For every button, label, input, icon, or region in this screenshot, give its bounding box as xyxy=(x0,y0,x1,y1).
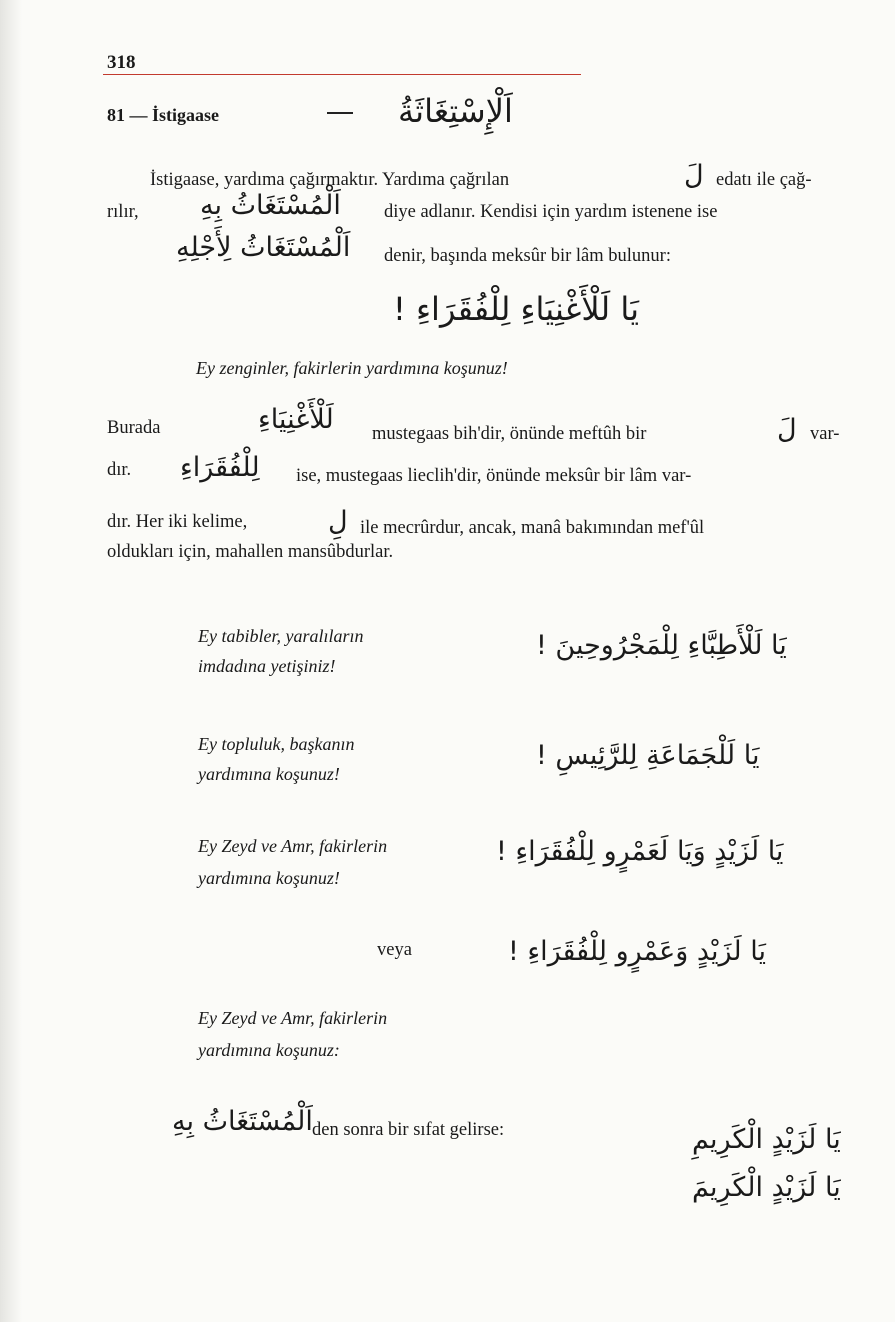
example3-translation-1: Ey topluluk, başkanın xyxy=(198,734,355,754)
intro-line1-arabic: لَ xyxy=(684,160,704,191)
example4-arabic: يَا لَزَيْدٍ وَيَا لَعَمْرٍو لِلْفُقَرَاءِ ! xyxy=(496,836,784,867)
final-example-1: يَا لَزَيْدٍ الْكَرِيمِ xyxy=(692,1124,841,1155)
explanation-line4: oldukları için, mahallen mansûbdurlar. xyxy=(107,542,394,562)
explanation-line2-arabic: لِلْفُقَرَاءِ xyxy=(180,452,260,483)
example2-translation-1: Ey tabibler, yaralıların xyxy=(198,626,364,646)
explanation-line1-end: var- xyxy=(810,424,840,444)
example2-translation-2: imdadına yetişiniz! xyxy=(198,656,336,676)
veya-label: veya xyxy=(377,940,412,960)
page-number: 318 xyxy=(107,52,136,73)
example4-translation-1: Ey Zeyd ve Amr, fakirlerin xyxy=(198,836,388,856)
intro-line2-end: diye adlanır. Kendisi için yardım istenene ise xyxy=(384,202,718,222)
heading-dash xyxy=(327,112,353,114)
intro-line3-arabic: اَلْمُسْتَغَاثُ لِأَجْلِهِ xyxy=(176,232,351,263)
example3-translation-2: yardımına koşunuz! xyxy=(198,764,340,784)
veya-translation-2: yardımına koşunuz: xyxy=(198,1040,340,1060)
final-text: den sonra bir sıfat gelirse: xyxy=(312,1120,505,1140)
header-rule xyxy=(103,74,581,75)
example1-arabic: يَا لَلْأَغْنِيَاءِ لِلْفُقَرَاءِ ! xyxy=(393,290,639,328)
explanation-line3-start: dır. Her iki kelime, xyxy=(107,512,248,532)
explanation-line1-mid: mustegaas bih'dir, önünde meftûh bir xyxy=(372,424,647,444)
explanation-line1-arabic: لَلْأَغْنِيَاءِ xyxy=(258,404,334,435)
example1-translation: Ey zenginler, fakirlerin yardımına koşunuz! xyxy=(196,358,508,378)
veya-translation-1: Ey Zeyd ve Amr, fakirlerin xyxy=(198,1008,388,1028)
intro-line1: İstigaase, yardıma çağırmaktır. Yardıma çağrılan xyxy=(150,170,510,190)
intro-line2-arabic: اَلْمُسْتَغَاثُ بِهِ xyxy=(200,190,341,221)
veya-arabic: يَا لَزَيْدٍ وَعَمْرٍو لِلْفُقَرَاءِ ! xyxy=(508,936,766,967)
explanation-line1-start: Burada xyxy=(107,418,161,438)
example4-translation-2: yardımına koşunuz! xyxy=(198,868,340,888)
intro-line3-end: denir, başında meksûr bir lâm bulunur: xyxy=(384,246,671,266)
explanation-line2-mid: ise, mustegaas lieclih'dir, önünde meksûr bir lâm var- xyxy=(296,466,692,486)
explanation-line1-arabic2: لَ xyxy=(777,414,797,445)
heading-arabic: اَلْإِسْتِغَاثَةُ xyxy=(398,92,513,130)
page-gutter xyxy=(0,0,22,1322)
explanation-line3-arabic: لِ xyxy=(328,506,348,537)
final-arabic: اَلْمُسْتَغَاثُ بِهِ xyxy=(172,1106,313,1137)
section-heading: 81 — İstigaase xyxy=(107,105,219,125)
intro-line2-start: rılır, xyxy=(107,202,139,222)
explanation-line3-end: ile mecrûrdur, ancak, manâ bakımından mef'ûl xyxy=(360,518,705,538)
final-example-2: يَا لَزَيْدٍ الْكَرِيمَ xyxy=(692,1172,841,1203)
explanation-line2-start: dır. xyxy=(107,460,132,480)
example3-arabic: يَا لَلْجَمَاعَةِ لِلرَّئِيسِ ! xyxy=(536,740,760,771)
intro-line1-end: edatı ile çağ- xyxy=(716,170,812,190)
example2-arabic: يَا لَلْأَطِبَّاءِ لِلْمَجْرُوحِينَ ! xyxy=(536,630,787,661)
